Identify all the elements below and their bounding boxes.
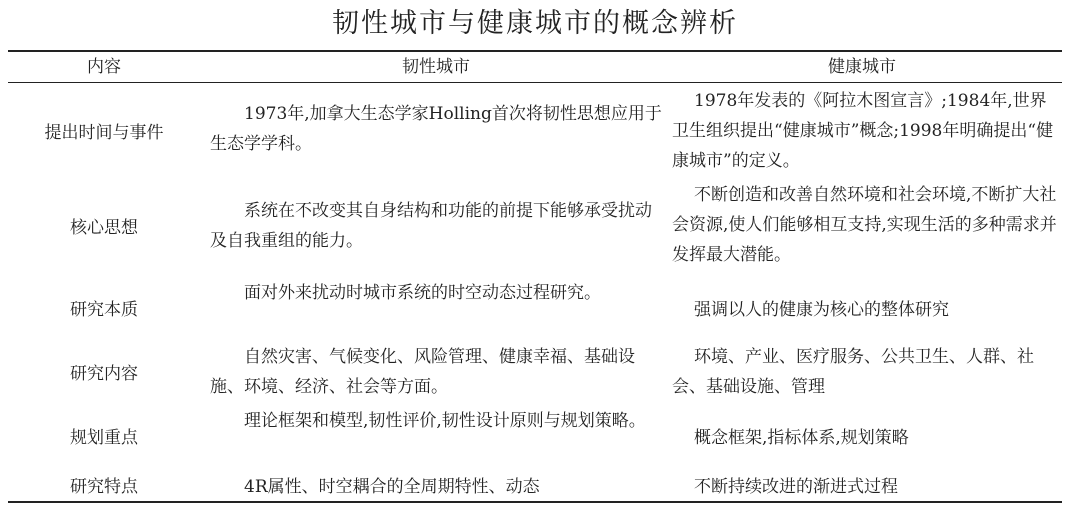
table-title: 韧性城市与健康城市的概念辨析 bbox=[332, 8, 738, 39]
table-row bbox=[8, 278, 1062, 342]
row-label: 核心思想 bbox=[70, 218, 138, 238]
table-row bbox=[8, 472, 1062, 502]
healthy-city-cell: 概念框架,指标体系,规划策略 bbox=[694, 428, 909, 448]
table-row bbox=[8, 342, 1062, 406]
resilient-city-cell: 1973年,加拿大生态学家Holling首次将韧性思想应用于生态学学科。 bbox=[210, 104, 662, 154]
healthy-city-cell: 强调以人的健康为核心的整体研究 bbox=[694, 300, 949, 320]
resilient-city-cell: 系统在不改变其自身结构和功能的前提下能够承受扰动及自我重组的能力。 bbox=[210, 201, 652, 251]
table-row bbox=[8, 406, 1062, 470]
resilient-city-cell: 自然灾害、气候变化、风险管理、健康幸福、基础设施、环境、经济、社会等方面。 bbox=[210, 347, 635, 397]
resilient-city-cell: 4R属性、时空耦合的全周期特性、动态 bbox=[244, 477, 540, 497]
header-content: 内容 bbox=[87, 57, 121, 77]
healthy-city-cell: 不断创造和改善自然环境和社会环境,不断扩大社会资源,使人们能够相互支持,实现生活的多种需求并发挥最大潜能。 bbox=[672, 185, 1057, 265]
header-resilient-city: 韧性城市 bbox=[402, 57, 470, 77]
row-label: 提出时间与事件 bbox=[44, 123, 164, 143]
table-row bbox=[8, 180, 1062, 276]
row-label: 研究特点 bbox=[70, 477, 138, 497]
header-rule bbox=[8, 82, 1062, 83]
row-label: 规划重点 bbox=[70, 428, 138, 448]
header-healthy-city: 健康城市 bbox=[828, 57, 896, 77]
resilient-city-cell: 理论框架和模型,韧性评价,韧性设计原则与规划策略。 bbox=[244, 411, 646, 431]
healthy-city-cell: 不断持续改进的渐进式过程 bbox=[694, 477, 898, 497]
resilient-city-cell: 面对外来扰动时城市系统的时空动态过程研究。 bbox=[244, 283, 601, 303]
healthy-city-cell: 环境、产业、医疗服务、公共卫生、人群、社会、基础设施、管理 bbox=[672, 347, 1034, 397]
healthy-city-cell: 1978年发表的《阿拉木图宣言》;1984年,世界卫生组织提出“健康城市”概念;1998年明确提出“健康城市”的定义。 bbox=[672, 91, 1054, 171]
row-label: 研究内容 bbox=[70, 364, 138, 384]
table-bottom-rule bbox=[8, 501, 1062, 503]
row-label: 研究本质 bbox=[70, 300, 138, 320]
table-row bbox=[8, 86, 1062, 180]
